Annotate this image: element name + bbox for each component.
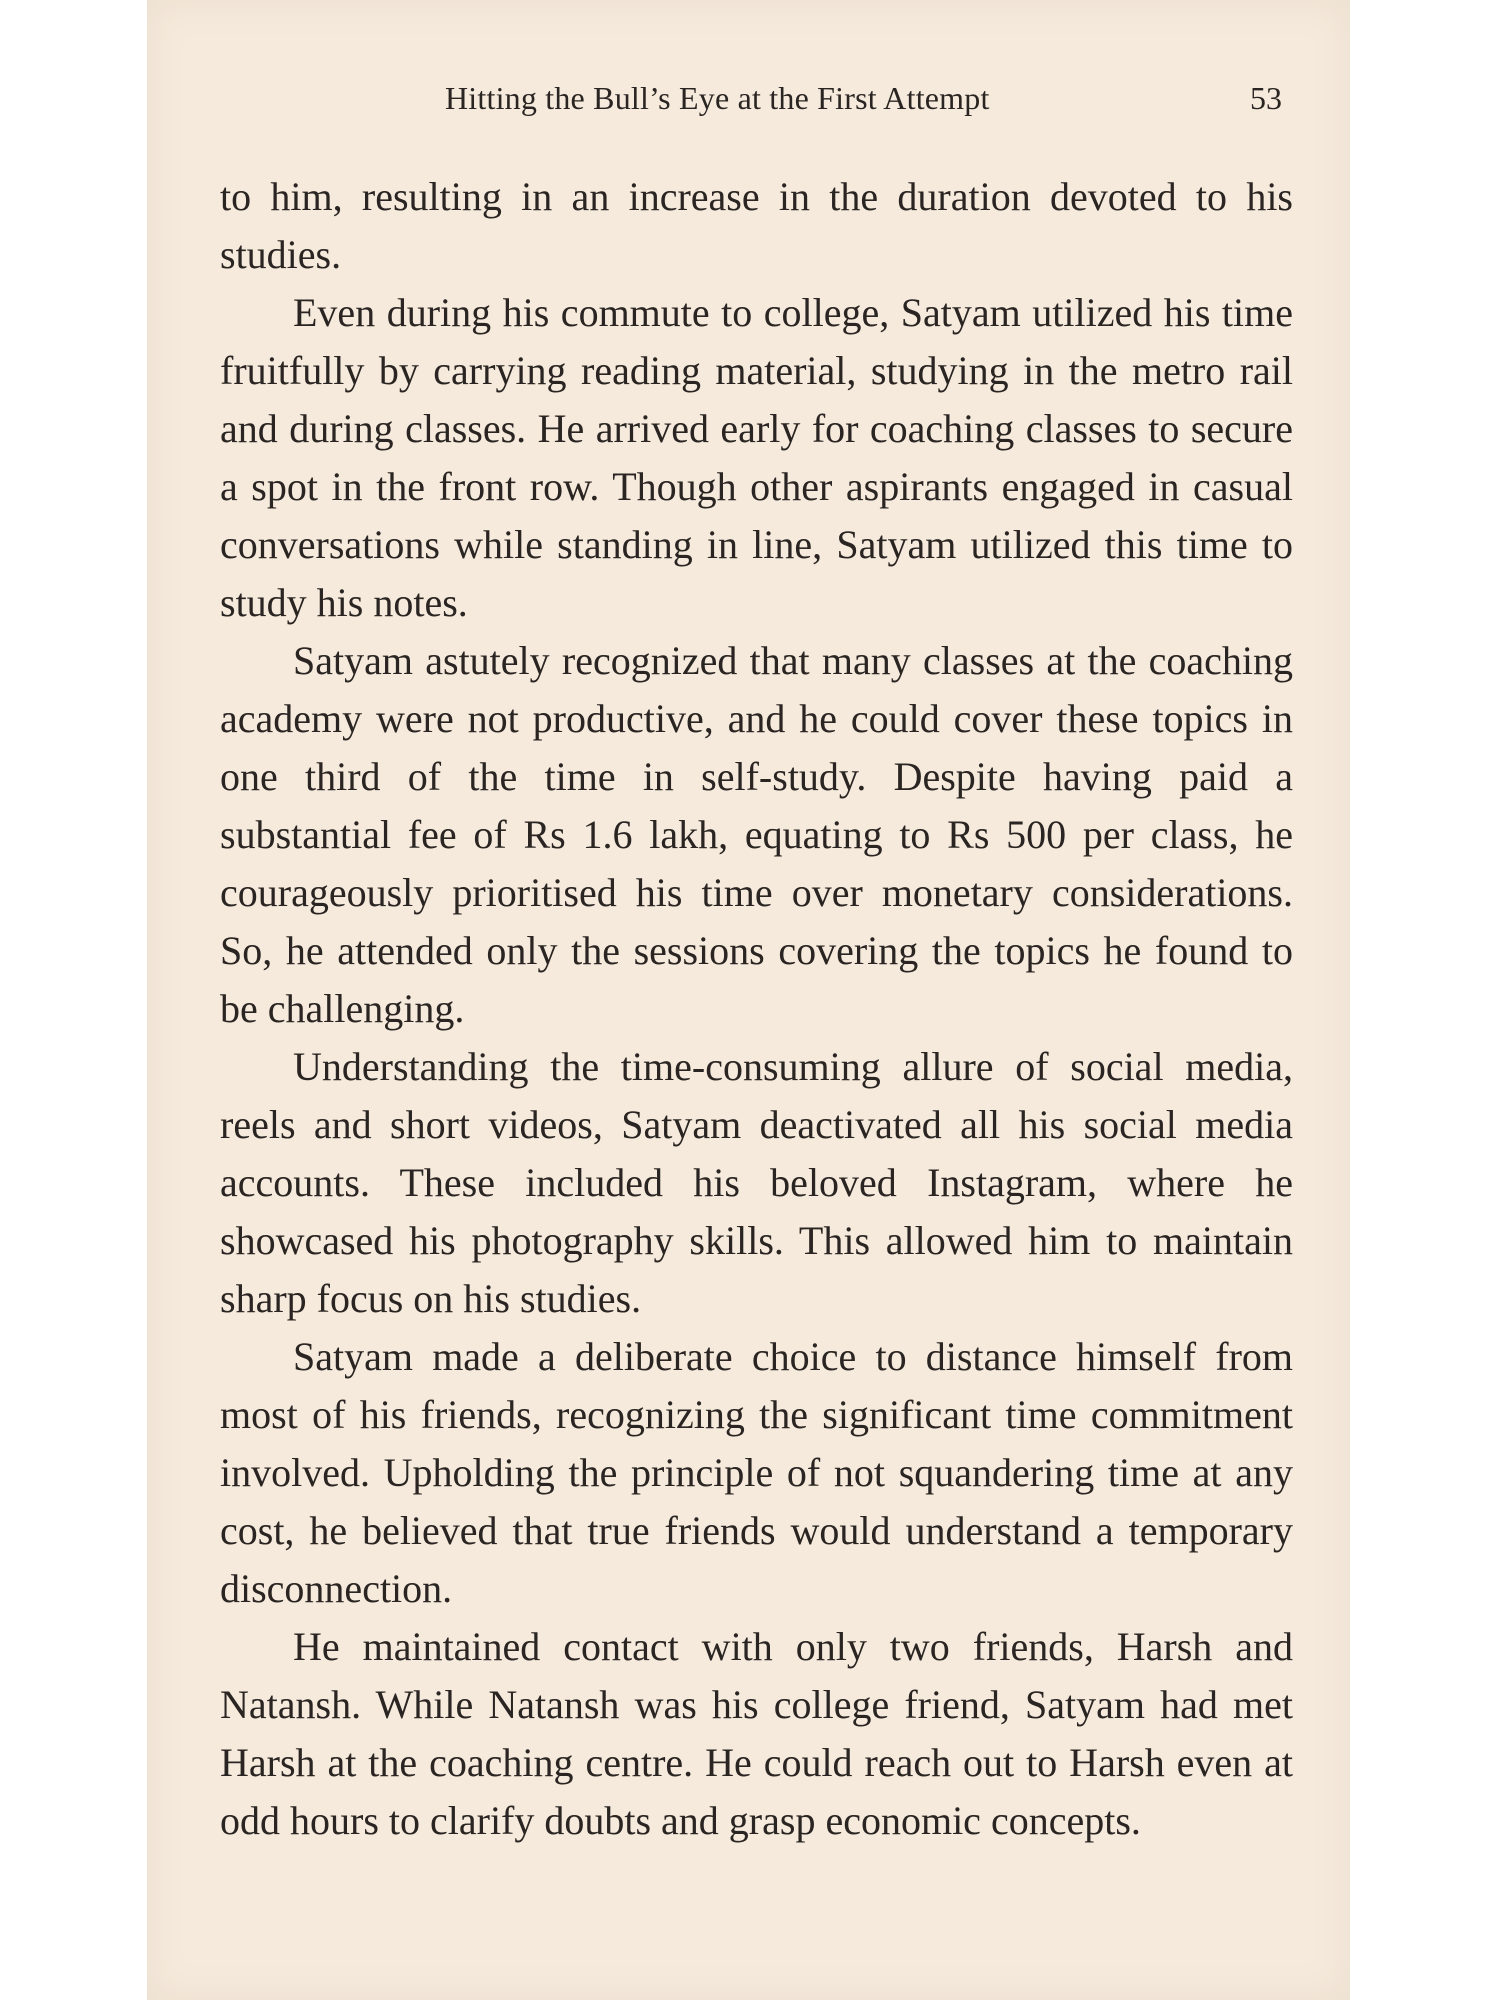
page-number: 53: [1250, 80, 1282, 116]
paragraph: Even during his commute to college, Satyam utilized his time fruitfully by carrying reading material, studying in the metro rail and during classes. He arrived early for coaching classes to secure a spot in the front row. Though other aspirants engaged in casual conversations while standing in line, Satyam utilized this time to study his notes.: [220, 290, 1293, 625]
body-text: [220, 168, 1293, 1850]
paragraph: Satyam made a deliberate choice to distance himself from most of his friends, recognizing the significant time commitment involved. Upholding the principle of not squandering time at any cost, he believed that true friends would understand a temporary disconnection.: [220, 1334, 1293, 1611]
page-header: [147, 72, 1350, 132]
paragraph: He maintained contact with only two friends, Harsh and Natansh. While Natansh was his college friend, Satyam had met Harsh at the coaching centre. He could reach out to Harsh even at odd hours to clarify doubts and grasp economic concepts.: [220, 1624, 1293, 1843]
paragraph: Understanding the time-consuming allure of social media, reels and short videos, Satyam deactivated all his social media accounts. These included his beloved Instagram, where he showcased his photography skills. This allowed him to maintain sharp focus on his studies.: [220, 1044, 1293, 1321]
book-page: [147, 0, 1350, 2000]
paragraph: Satyam astutely recognized that many classes at the coaching academy were not productive, and he could cover these topics in one third of the time in self-study. Despite having paid a substantial fee of Rs 1.6 lakh, equating to Rs 500 per class, he courageously prioritised his time over monetary considerations. So, he attended only the sessions covering the topics he found to be challenging.: [220, 638, 1293, 1031]
paragraph-continued: to him, resulting in an increase in the duration devoted to his studies.: [220, 174, 1293, 277]
running-title: Hitting the Bull’s Eye at the First Attempt: [445, 80, 990, 116]
